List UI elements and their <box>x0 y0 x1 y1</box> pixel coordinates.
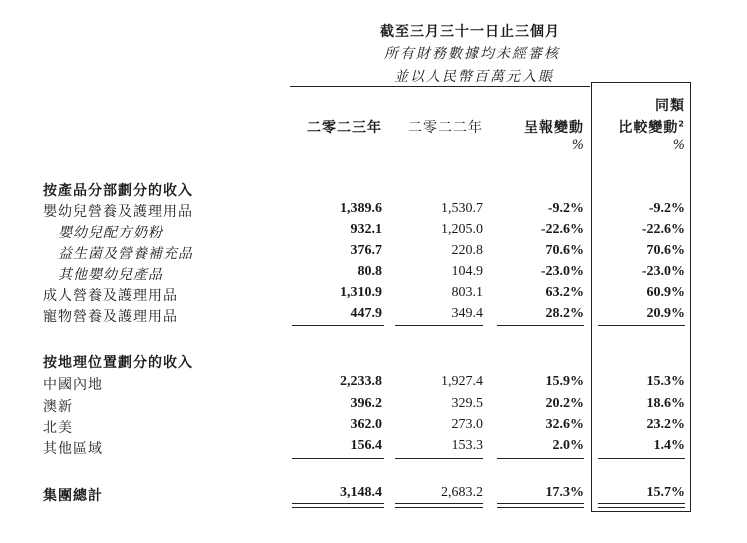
row-label: 嬰幼兒配方奶粉 <box>58 225 163 241</box>
value-2023: 376.7 <box>350 243 382 258</box>
value-2023: 1,389.6 <box>340 201 382 216</box>
total-2023: 3,148.4 <box>340 485 382 500</box>
column-header-reported-change: 呈報變動 <box>524 120 584 136</box>
row-label: 澳新 <box>43 399 73 415</box>
column-header-like-for-like-line1: 同類 <box>655 98 685 114</box>
total-double-rule <box>598 503 685 508</box>
value-2022: 1,530.7 <box>441 201 483 216</box>
value-2023: 156.4 <box>350 438 382 453</box>
subtotal-rule <box>395 325 483 326</box>
section-title-geography: 按地理位置劃分的收入 <box>43 355 193 371</box>
subtotal-rule <box>598 458 685 459</box>
section-title-product: 按產品分部劃分的收入 <box>43 183 193 199</box>
row-label: 嬰幼兒營養及護理用品 <box>43 204 193 220</box>
period-header: 截至三月三十一日止三個月 <box>380 24 560 40</box>
row-label: 其他區域 <box>43 441 103 457</box>
value-2023: 447.9 <box>350 306 382 321</box>
value-2022: 153.3 <box>451 438 483 453</box>
value-like-for-like: -22.6% <box>641 222 685 237</box>
total-reported-change: 17.3% <box>545 485 584 500</box>
total-label: 集團總計 <box>43 488 103 504</box>
subtotal-rule <box>497 325 584 326</box>
value-2023: 396.2 <box>350 396 382 411</box>
value-like-for-like: 18.6% <box>646 396 685 411</box>
like-for-like-label: 比較變動 <box>618 120 679 136</box>
value-reported-change: -23.0% <box>540 264 584 279</box>
row-label: 成人營養及護理用品 <box>43 288 178 304</box>
subtotal-rule <box>292 458 384 459</box>
value-2022: 1,927.4 <box>441 374 483 389</box>
column-header-like-for-like-line2 <box>618 117 685 137</box>
row-label: 其他嬰幼兒產品 <box>58 267 163 283</box>
subtotal-rule <box>598 325 685 326</box>
row-label: 中國內地 <box>43 377 103 393</box>
value-2022: 1,205.0 <box>441 222 483 237</box>
value-like-for-like: 23.2% <box>646 417 685 432</box>
value-like-for-like: 20.9% <box>646 306 685 321</box>
total-2022: 2,683.2 <box>441 485 483 500</box>
value-reported-change: 32.6% <box>545 417 584 432</box>
column-header-2023: 二零二三年 <box>307 120 382 136</box>
value-2023: 2,233.8 <box>340 374 382 389</box>
total-double-rule <box>497 503 584 508</box>
subtotal-rule <box>497 458 584 459</box>
value-2023: 80.8 <box>357 264 382 279</box>
subtotal-rule <box>292 325 384 326</box>
unit-note: 並以人民幣百萬元入賬 <box>394 69 554 85</box>
value-reported-change: 15.9% <box>545 374 584 389</box>
value-like-for-like: -23.0% <box>641 264 685 279</box>
value-like-for-like: -9.2% <box>648 201 685 216</box>
value-like-for-like: 70.6% <box>646 243 685 258</box>
value-2022: 220.8 <box>451 243 483 258</box>
value-2023: 1,310.9 <box>340 285 382 300</box>
value-like-for-like: 1.4% <box>653 438 685 453</box>
row-label: 北美 <box>43 420 73 436</box>
column-header-2022: 二零二二年 <box>408 120 483 136</box>
value-reported-change: 28.2% <box>545 306 584 321</box>
total-double-rule <box>292 503 384 508</box>
subtotal-rule <box>395 458 483 459</box>
header-rule <box>290 86 590 87</box>
value-2022: 104.9 <box>451 264 483 279</box>
footnote-marker: 2 <box>678 119 685 129</box>
value-like-for-like: 60.9% <box>646 285 685 300</box>
value-reported-change: 20.2% <box>545 396 584 411</box>
value-2022: 803.1 <box>451 285 483 300</box>
value-2022: 329.5 <box>451 396 483 411</box>
value-reported-change: 63.2% <box>545 285 584 300</box>
value-2023: 932.1 <box>350 222 382 237</box>
total-like-for-like: 15.7% <box>646 485 685 500</box>
total-double-rule <box>395 503 483 508</box>
row-label: 益生菌及營養補充品 <box>58 246 193 262</box>
unaudited-note: 所有財務數據均未經審核 <box>384 46 560 62</box>
value-2023: 362.0 <box>350 417 382 432</box>
value-like-for-like: 15.3% <box>646 374 685 389</box>
value-reported-change: -9.2% <box>547 201 584 216</box>
value-2022: 273.0 <box>451 417 483 432</box>
reported-percent-unit: % <box>571 138 584 153</box>
value-2022: 349.4 <box>451 306 483 321</box>
value-reported-change: 2.0% <box>552 438 584 453</box>
value-reported-change: 70.6% <box>545 243 584 258</box>
value-reported-change: -22.6% <box>540 222 584 237</box>
row-label: 寵物營養及護理用品 <box>43 309 178 325</box>
like-for-like-percent-unit: % <box>672 138 685 153</box>
